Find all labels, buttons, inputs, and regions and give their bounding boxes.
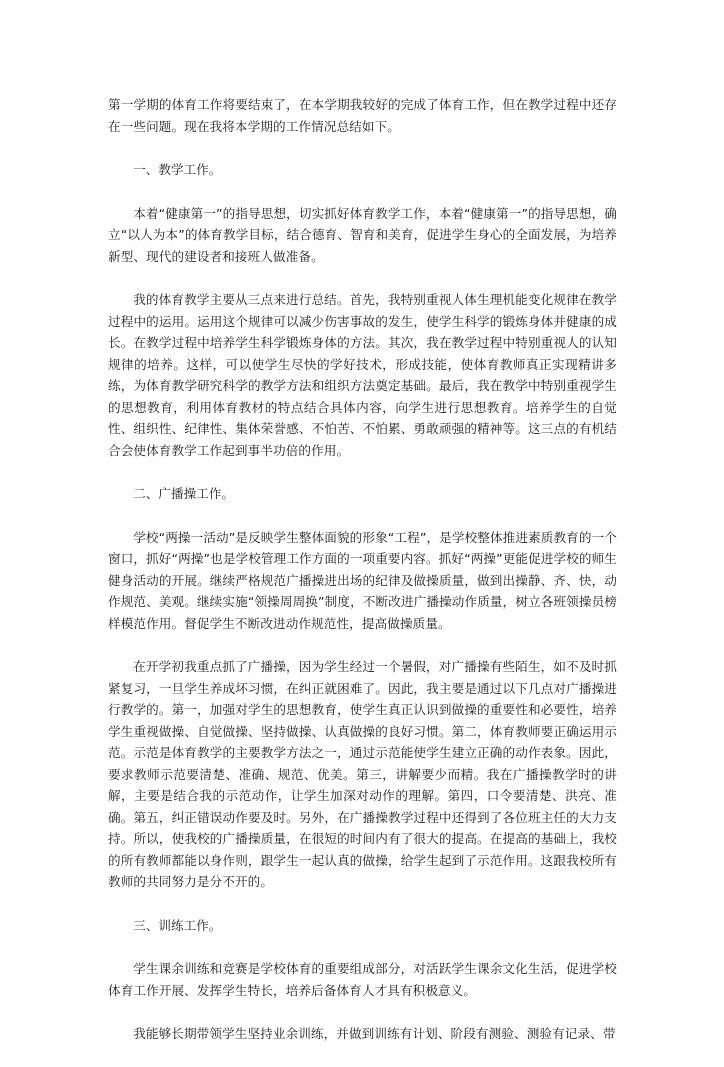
paragraph-teaching-guidance: 本着“健康第一”的指导思想，切实抓好体育教学工作，本着“健康第一”的指导思想，确立“以人为本”的体育教学目标，结合德育、智育和美育，促进学生身心的全面发展，为培养新型、现代的建设者和接班人做准备。 (108, 205, 617, 264)
section-heading-teaching: 一、教学工作。 (133, 162, 222, 177)
paragraph-teaching-summary: 我的体育教学主要从三点来进行总结。首先，我特别重视人体生理机能变化规律在教学过程中的运用。运用这个规律可以减少伤害事故的发生，使学生科学的锻炼身体并健康的成长。在教学过程中培养学生科学锻炼身体的方法。其次，我在教学过程中特别重视人的认知规律的培养。这样，可以使学生尽快的学好技术，形成技能，使体育教师真正实现精讲多练，为体育教学研究科学的教学方法和组织方法奠定基础。最后，我在教学中特别重视学生的思想教育，利用体育教材的特点结合具体内容，向学生进行思想教育。培养学生的自觉性、组织性、纪律性、集体荣誉感、不怕苦、不怕累、勇敢顽强的精神等。这三点的有机结合会使体育教学工作起到事半功倍的作用。 (108, 292, 617, 458)
paragraph-exercise-teaching: 在开学初我重点抓了广播操，因为学生经过一个暑假，对广播操有些陌生，如不及时抓紧复习，一旦学生养成坏习惯，在纠正就困难了。因此，我主要是通过以下几点对广播操进行教学的。第一，加强对学生的思想教育，使学生真正认识到做操的重要性和必要性，培养学生重视做操、自觉做操、坚持做操、认真做操的良好习惯。第二，体育教师要正确运用示范。示范是体育教学的主要教学方法之一，通过示范能使学生建立正确的动作表象。因此，要求教师示范要清楚、准确、规范、优美。第三，讲解要少而精。我在广播操教学时的讲解，主要是结合我的示范动作，让学生加深对动作的理解。第四，口令要清楚、洪亮、准确。第五，纠正错误动作要及时。另外，在广播操教学过程中还得到了各位班主任的大力支持。所以，使我校的广播操质量，在很短的时间内有了很大的提高。在提高的基础上，我校的所有教师都能以身作则，跟学生一起认真的做操，给学生起到了示范作用。这跟我校所有教师的共同努力是分不开的。 (108, 659, 617, 889)
section-heading-training: 三、训练工作。 (133, 917, 222, 933)
section-heading-broadcast-exercise: 二、广播操工作。 (133, 486, 234, 501)
intro-paragraph: 第一学期的体育工作将要结束了，在本学期我较好的完成了体育工作，但在教学过程中还存在一些问题。现在我将本学期的工作情况总结如下。 (108, 97, 617, 134)
document-body (108, 94, 617, 1067)
paragraph-two-exercises: 学校“两操一活动”是反映学生整体面貌的形象“工程”，是学校整体推进素质教育的一个窗口，抓好“两操”也是学校管理工作方面的一项重要内容。抓好“两操”更能促进学校的师生健身活动的开展。继续严格规范广播操进出场的纪律及做操质量，做到出操静、齐、快，动作规范、美观。继续实施“领操周周换”制度，不断改进广播操动作质量，树立各班领操员榜样模范作用。督促学生不断改进动作规范性，提高做操质量。 (108, 529, 617, 631)
paragraph-training-importance: 学生课余训练和竞赛是学校体育的重要组成部分，对活跃学生课余文化生活，促进学校体育工作开展、发挥学生特长，培养后备体育人才具有积极意义。 (108, 961, 617, 998)
paragraph-training-practice: 我能够长期带领学生坚持业余训练，并做到训练有计划、阶段有测验、测验有记录、带 (133, 1026, 616, 1041)
